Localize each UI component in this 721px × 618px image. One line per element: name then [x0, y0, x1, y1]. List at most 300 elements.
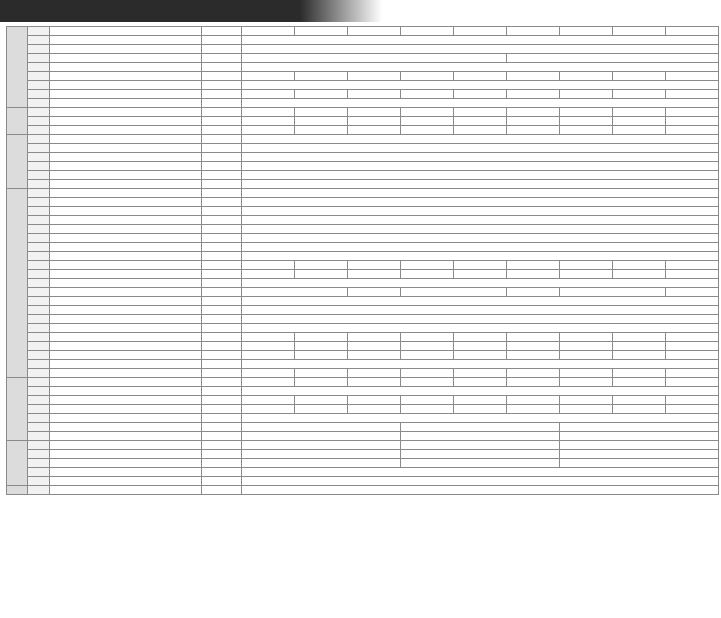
row-value [242, 171, 719, 180]
row-value [613, 261, 666, 270]
row-value [560, 342, 613, 351]
row-value [454, 117, 507, 126]
row-value [507, 396, 560, 405]
spec-row [7, 72, 719, 81]
row-value [401, 90, 454, 99]
row-value [348, 378, 401, 387]
row-unit [202, 207, 242, 216]
row-value [507, 90, 560, 99]
row-value [295, 396, 348, 405]
row-value [295, 369, 348, 378]
row-value [401, 432, 560, 441]
row-unit [202, 396, 242, 405]
row-description [50, 468, 202, 477]
row-value [666, 405, 719, 414]
spec-row [7, 477, 719, 486]
spec-row [7, 63, 719, 72]
row-number [28, 207, 50, 216]
row-number [28, 72, 50, 81]
spec-row [7, 297, 719, 306]
row-value [560, 117, 613, 126]
spec-row [7, 225, 719, 234]
row-value [454, 396, 507, 405]
spec-row [7, 81, 719, 90]
row-value [666, 126, 719, 135]
row-value [666, 288, 719, 297]
row-value [242, 297, 719, 306]
row-value [613, 333, 666, 342]
row-unit [202, 288, 242, 297]
row-value [666, 378, 719, 387]
row-description [50, 216, 202, 225]
spec-row [7, 108, 719, 117]
row-value [242, 198, 719, 207]
row-value [560, 90, 613, 99]
row-description [50, 378, 202, 387]
row-value [242, 45, 719, 54]
row-number [28, 189, 50, 198]
row-value [401, 459, 560, 468]
row-description [50, 351, 202, 360]
row-value [295, 351, 348, 360]
spec-row [7, 351, 719, 360]
row-value [242, 117, 295, 126]
row-unit [202, 36, 242, 45]
group-g5-cell [7, 378, 28, 441]
spec-row [7, 486, 719, 495]
row-description [50, 342, 202, 351]
spec-row [7, 387, 719, 396]
row-unit [202, 306, 242, 315]
row-description [50, 45, 202, 54]
row-number [28, 90, 50, 99]
row-unit [202, 198, 242, 207]
row-value [613, 72, 666, 81]
row-number [28, 432, 50, 441]
group-g2-cell [7, 108, 28, 135]
row-value [242, 162, 719, 171]
row-number [28, 234, 50, 243]
spec-row [7, 459, 719, 468]
spec-row [7, 153, 719, 162]
row-number [28, 333, 50, 342]
row-value [242, 144, 719, 153]
header-num-cell [28, 27, 50, 36]
group-characteristics-cell [7, 27, 28, 108]
row-value [401, 351, 454, 360]
spec-row [7, 144, 719, 153]
row-value [295, 90, 348, 99]
row-value [507, 108, 560, 117]
row-unit [202, 189, 242, 198]
header-desc-cell [50, 27, 202, 36]
row-number [28, 297, 50, 306]
row-value [454, 378, 507, 387]
row-unit [202, 279, 242, 288]
spec-row [7, 99, 719, 108]
row-value [454, 342, 507, 351]
row-description [50, 180, 202, 189]
model-name [295, 27, 348, 36]
row-value [242, 378, 295, 387]
row-number [28, 180, 50, 189]
row-value [613, 126, 666, 135]
row-unit [202, 261, 242, 270]
row-value [242, 63, 719, 72]
row-number [28, 459, 50, 468]
spec-row [7, 216, 719, 225]
row-value [348, 288, 401, 297]
spec-row [7, 360, 719, 369]
row-unit [202, 378, 242, 387]
spec-table [6, 26, 719, 495]
row-unit [202, 369, 242, 378]
row-value [348, 72, 401, 81]
row-unit [202, 351, 242, 360]
spec-row [7, 396, 719, 405]
row-value [242, 225, 719, 234]
row-value [454, 351, 507, 360]
row-description [50, 171, 202, 180]
row-value [560, 126, 613, 135]
row-description [50, 243, 202, 252]
row-description [50, 396, 202, 405]
row-number [28, 171, 50, 180]
row-description [50, 270, 202, 279]
spec-row [7, 243, 719, 252]
row-unit [202, 252, 242, 261]
row-value [507, 270, 560, 279]
row-value [242, 261, 295, 270]
row-value [613, 378, 666, 387]
row-number [28, 279, 50, 288]
model-name [401, 27, 454, 36]
row-value [295, 108, 348, 117]
row-unit [202, 234, 242, 243]
spec-row [7, 135, 719, 144]
row-description [50, 162, 202, 171]
row-value [613, 117, 666, 126]
model-name [348, 27, 401, 36]
row-value [454, 126, 507, 135]
row-description [50, 54, 202, 63]
row-value [348, 342, 401, 351]
row-description [50, 36, 202, 45]
model-header-row [7, 27, 719, 36]
row-unit [202, 315, 242, 324]
spec-row [7, 54, 719, 63]
row-value [560, 378, 613, 387]
group-g6-cell [7, 441, 28, 486]
row-value [454, 261, 507, 270]
group-g7-cell [7, 486, 28, 495]
row-unit [202, 90, 242, 99]
row-value [507, 72, 560, 81]
row-unit [202, 423, 242, 432]
row-unit [202, 162, 242, 171]
row-unit [202, 450, 242, 459]
row-value [454, 72, 507, 81]
row-description [50, 144, 202, 153]
row-description [50, 486, 202, 495]
row-unit [202, 108, 242, 117]
row-value [454, 90, 507, 99]
row-value [242, 387, 719, 396]
row-value [507, 369, 560, 378]
row-value [613, 108, 666, 117]
row-value [560, 450, 719, 459]
row-value [507, 351, 560, 360]
row-value [348, 117, 401, 126]
row-value [242, 423, 401, 432]
row-unit [202, 486, 242, 495]
row-description [50, 477, 202, 486]
row-value [666, 261, 719, 270]
row-description [50, 414, 202, 423]
row-value [242, 477, 719, 486]
row-number [28, 369, 50, 378]
row-value [242, 36, 719, 45]
row-value [242, 324, 719, 333]
row-value [242, 459, 401, 468]
row-value [666, 351, 719, 360]
row-value [613, 396, 666, 405]
row-description [50, 99, 202, 108]
row-value [666, 90, 719, 99]
spec-row [7, 189, 719, 198]
row-number [28, 486, 50, 495]
row-value [507, 333, 560, 342]
row-value [666, 108, 719, 117]
row-unit [202, 216, 242, 225]
row-value [348, 405, 401, 414]
row-value [507, 342, 560, 351]
spec-row [7, 198, 719, 207]
row-value [507, 54, 719, 63]
row-value [401, 450, 560, 459]
row-unit [202, 459, 242, 468]
row-description [50, 117, 202, 126]
row-number [28, 144, 50, 153]
model-name [560, 27, 613, 36]
row-description [50, 360, 202, 369]
row-value [242, 450, 401, 459]
row-value [242, 81, 719, 90]
row-value [401, 405, 454, 414]
row-unit [202, 243, 242, 252]
row-description [50, 108, 202, 117]
row-value [560, 405, 613, 414]
row-number [28, 63, 50, 72]
row-value [401, 369, 454, 378]
row-description [50, 153, 202, 162]
row-value [560, 396, 613, 405]
row-value [666, 270, 719, 279]
row-number [28, 450, 50, 459]
model-name [454, 27, 507, 36]
row-description [50, 315, 202, 324]
row-value [242, 207, 719, 216]
row-value [613, 342, 666, 351]
row-description [50, 333, 202, 342]
row-value [401, 72, 454, 81]
spec-row [7, 306, 719, 315]
row-unit [202, 324, 242, 333]
row-value [560, 288, 666, 297]
spec-row [7, 117, 719, 126]
row-value [666, 72, 719, 81]
row-value [242, 315, 719, 324]
row-number [28, 288, 50, 297]
model-name [613, 27, 666, 36]
row-number [28, 324, 50, 333]
row-number [28, 135, 50, 144]
row-value [401, 261, 454, 270]
row-number [28, 414, 50, 423]
row-number [28, 351, 50, 360]
row-unit [202, 180, 242, 189]
row-value [242, 270, 295, 279]
row-value [242, 180, 719, 189]
row-description [50, 450, 202, 459]
row-number [28, 396, 50, 405]
row-number [28, 441, 50, 450]
row-value [295, 342, 348, 351]
row-value [560, 369, 613, 378]
spec-row [7, 378, 719, 387]
row-value [613, 90, 666, 99]
row-value [242, 153, 719, 162]
row-number [28, 477, 50, 486]
spec-row [7, 315, 719, 324]
row-description [50, 306, 202, 315]
row-unit [202, 144, 242, 153]
row-value [242, 72, 295, 81]
spec-row [7, 342, 719, 351]
row-number [28, 423, 50, 432]
row-description [50, 279, 202, 288]
row-value [401, 333, 454, 342]
row-value [401, 342, 454, 351]
row-value [295, 126, 348, 135]
row-value [560, 351, 613, 360]
row-description [50, 135, 202, 144]
spec-row [7, 162, 719, 171]
row-value [242, 126, 295, 135]
row-value [242, 234, 719, 243]
row-description [50, 459, 202, 468]
row-value [242, 279, 719, 288]
row-value [666, 369, 719, 378]
row-value [295, 333, 348, 342]
row-value [348, 270, 401, 279]
row-unit [202, 225, 242, 234]
row-value [507, 261, 560, 270]
row-value [666, 396, 719, 405]
row-number [28, 198, 50, 207]
row-value [242, 369, 295, 378]
row-value [454, 108, 507, 117]
model-name [666, 27, 719, 36]
row-number [28, 387, 50, 396]
row-value [242, 486, 719, 495]
row-number [28, 117, 50, 126]
row-number [28, 108, 50, 117]
row-unit [202, 171, 242, 180]
row-number [28, 315, 50, 324]
header-unit-cell [202, 27, 242, 36]
row-unit [202, 81, 242, 90]
row-number [28, 360, 50, 369]
row-value [242, 333, 295, 342]
spec-row [7, 333, 719, 342]
row-value [348, 333, 401, 342]
spec-row [7, 252, 719, 261]
row-description [50, 81, 202, 90]
row-number [28, 468, 50, 477]
row-number [28, 126, 50, 135]
row-description [50, 198, 202, 207]
row-value [666, 117, 719, 126]
row-unit [202, 333, 242, 342]
row-value [348, 369, 401, 378]
row-unit [202, 99, 242, 108]
row-value [401, 396, 454, 405]
row-description [50, 225, 202, 234]
row-value [401, 117, 454, 126]
row-value [242, 252, 719, 261]
row-value [613, 351, 666, 360]
row-value [401, 126, 454, 135]
row-description [50, 387, 202, 396]
row-value [507, 117, 560, 126]
row-value [560, 270, 613, 279]
row-unit [202, 117, 242, 126]
row-number [28, 162, 50, 171]
row-value [242, 54, 507, 63]
row-value [242, 108, 295, 117]
row-unit [202, 72, 242, 81]
row-value [242, 396, 295, 405]
row-unit [202, 387, 242, 396]
row-value [507, 288, 560, 297]
row-value [454, 333, 507, 342]
row-value [401, 441, 560, 450]
row-description [50, 207, 202, 216]
row-value [295, 72, 348, 81]
row-number [28, 252, 50, 261]
row-value [348, 261, 401, 270]
row-number [28, 270, 50, 279]
title-banner-fade [300, 0, 382, 22]
row-value [454, 369, 507, 378]
row-unit [202, 270, 242, 279]
row-value [242, 135, 719, 144]
row-value [242, 432, 401, 441]
row-value [242, 414, 719, 423]
row-description [50, 234, 202, 243]
row-description [50, 126, 202, 135]
row-value [666, 342, 719, 351]
row-value [560, 432, 719, 441]
row-description [50, 297, 202, 306]
row-value [401, 423, 560, 432]
spec-row [7, 441, 719, 450]
row-value [401, 108, 454, 117]
row-description [50, 90, 202, 99]
row-description [50, 324, 202, 333]
model-name [507, 27, 560, 36]
